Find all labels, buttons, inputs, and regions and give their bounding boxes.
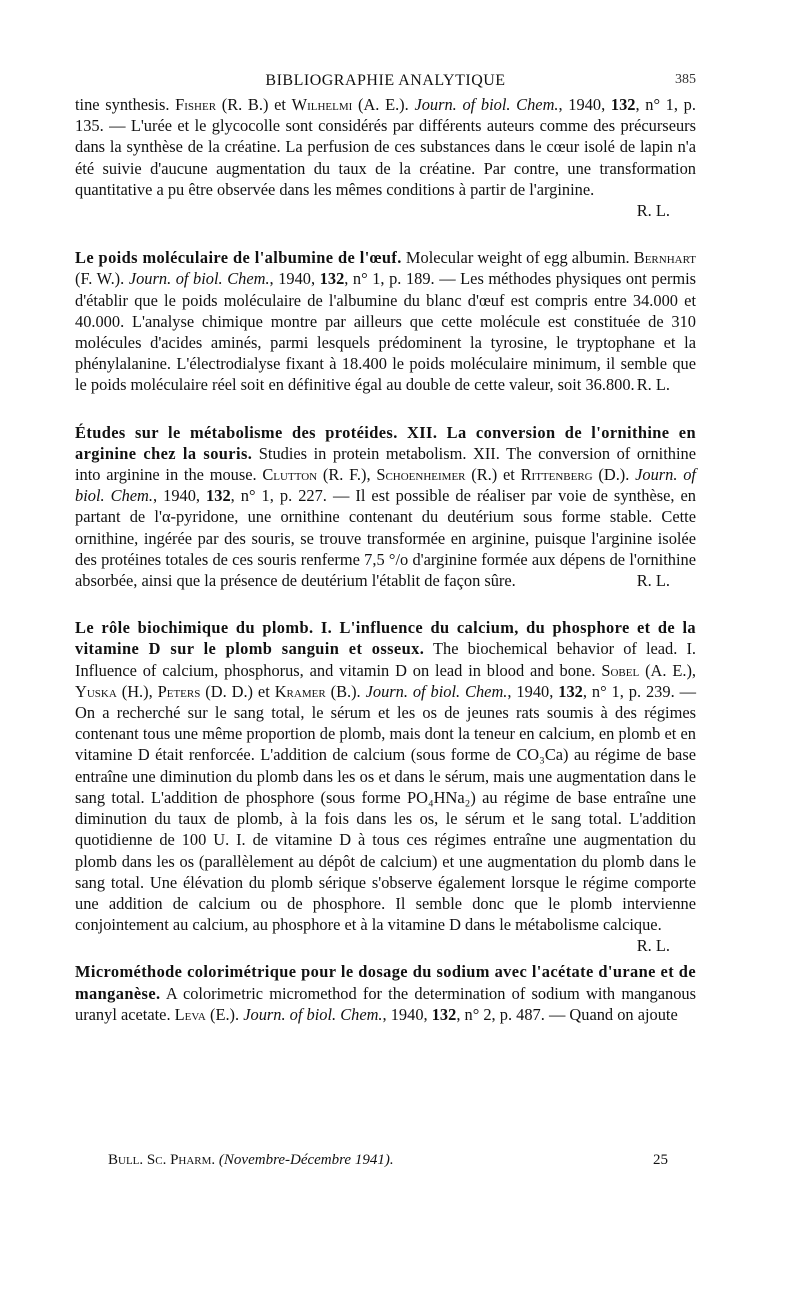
entry-paragraph: [75, 422, 696, 592]
journal-name: Journ. of biol. Chem.: [75, 465, 696, 506]
entry-title: Le poids moléculaire de l'albumine de l'œuf.: [75, 248, 402, 268]
entry-title: Le rôle biochimique du plomb. I. L'influence du calcium, du phosphore et de la vitamine D sur le plomb sanguin et osseux.: [75, 618, 696, 659]
abstract-text: — Il est possible de réaliser par voie de synthèse, en partant de l'α-pyridone, une ornithine contenant du deutérium sous forme stable. Cette ornithine, ingérée par des souris, se trouve transformée en arginine, puisque l'arginine isolée des protéines totales de ces souris renferme 7,5 °/o d'arginine formée aux dépens de l'ornithine absorbée, ainsi que la présence de deutérium l'établit de façon sûre.: [75, 486, 696, 591]
bibliography-entry: [75, 617, 697, 956]
page-footer: [108, 1152, 668, 1174]
abstract-text: — L'urée et le glycocolle sont considérés par différents auteurs comme des précurseurs dans la synthèse de la créatine. La perfusion de ces substances dans le cœur isolé de lapin n'a été suivie d'aucune augmentation du taux de la créatine. Par contre, une transformation quantitative a pu être observée dans les mêmes conditions à partir de l'arginine.: [75, 116, 696, 199]
footer-bull: Bull. Sc. Pharm.: [108, 1152, 216, 1168]
author-initials: (H.),: [121, 681, 153, 701]
signature: R. L.: [636, 571, 670, 591]
running-title: BIBLIOGRAPHIE ANALYTIQUE: [265, 72, 506, 89]
abstract-text: — Les méthodes physiques ont permis d'établir que le poids moléculaire de l'albumine du blanc d'œuf est compris entre 34.000 et 40.000. L'analyse chimique montre par ailleurs que cette molécule est constituée de 310 molécules d'acides aminés, parmi lesquels prédominent la tyrosine, le tryptophane et la phénylalanine. L'électrodialyse fixant à 18.400 le poids moléculaire minimum, il semble que le poids moléculaire réel soit en définitive égal au double de cette valeur, soit 36.800.: [75, 269, 697, 395]
footer-issue-date: (Novembre-Décembre 1941).: [218, 1152, 394, 1168]
author-name: Bernhart: [633, 248, 696, 268]
author-initials: (D.).: [598, 465, 630, 485]
footer-journal: [108, 1152, 394, 1169]
issue-pages: , n° 2, p. 487.: [456, 1004, 545, 1024]
entry-paragraph: [75, 247, 696, 395]
journal-name: Journ. of biol. Chem.: [365, 681, 508, 701]
journal-name: Journ. of biol. Chem.: [414, 95, 559, 114]
volume-number: 132: [206, 486, 231, 506]
volume-number: 132: [610, 95, 636, 114]
author-name: Peters: [157, 681, 201, 701]
entry-title: Microméthode colorimétrique pour le dosage du sodium avec l'acétate d'urane et de manganèse.: [75, 962, 696, 1003]
signature: R. L.: [636, 936, 670, 956]
author-initials: (R. F.),: [322, 465, 371, 485]
author-initials: (R.) et: [471, 465, 515, 485]
author-initials: (B.).: [330, 681, 361, 701]
signature: R. L.: [636, 375, 670, 395]
author-name: Schoenheimer: [376, 465, 466, 485]
bibliography-entry: [75, 961, 696, 1025]
author-name: Fisher: [175, 95, 217, 114]
author-initials: (A. E.).: [358, 95, 409, 114]
issue-pages: , n° 1, p. 239.: [582, 681, 675, 701]
author-name: Yuska: [75, 681, 117, 701]
publication-year: , 1940,: [558, 95, 606, 114]
volume-number: 132: [319, 269, 345, 289]
continued-entry: [75, 94, 696, 221]
author-name: Leva: [174, 1004, 206, 1024]
author-initials: (D. D.) et: [205, 681, 270, 701]
running-head: [75, 72, 696, 94]
journal-name: Journ. of biol. Chem.: [128, 269, 270, 289]
page-body: [75, 94, 696, 1051]
bibliography-entry: [75, 247, 696, 395]
entry-title: Études sur le métabolisme des protéides. XII. La conversion de l'ornithine en arginine chez la souris.: [75, 422, 696, 463]
signature: R. L.: [636, 201, 670, 221]
publication-year: , 1940,: [507, 681, 554, 701]
issue-pages: , n° 1, p. 189.: [344, 269, 435, 289]
author-initials: (A. E.),: [645, 660, 697, 680]
author-initials: (F. W.).: [75, 269, 125, 289]
author-name: Wilhelmi: [291, 95, 353, 114]
abstract-text: — Quand on ajoute: [548, 1004, 678, 1024]
author-initials: (E.).: [209, 1004, 240, 1024]
continued-abstract: [75, 94, 696, 200]
publication-year: , 1940,: [269, 269, 316, 289]
english-title: The biochemical behavior of lead. I. Influence of calcium, phosphorus, and vitamin D on lead in blood and bone.: [75, 639, 696, 680]
abstract-text: — On a recherché sur le sang total, le sérum et les os de jeunes rats soumis à des régimes contenant tous une même proportion de plomb, mais dont la teneur en calcium, en plomb et en vitamine D était renforcée. L'addition de calcium (sous forme de CO₃Ca) au régime de base entraîne une diminution du plomb dans les os et dans le sérum, mais une augmentation dans le sang total. L'addition de phosphore (sous forme PO₄HNa₂) au régime de base entraîne une diminution du taux de plomb, à la fois dans les os, le sérum et le sang total. L'addition quotidienne de 100 U. I. de vitamine D à tous ces régimes entraîne une augmentation du plomb dans les os (parallèlement au dépôt de calcium) et une augmentation du plomb dans le sang total. Une élévation du plomb sérique s'observe également lorsque le régime comporte une addition de calcium ou de phosphore. Il semble donc que le plomb intervienne conjointement au calcium, au phosphore et à la vitamine D dans le métabolisme calcique.: [75, 681, 696, 935]
entry-paragraph: [75, 617, 697, 956]
english-title: Studies in protein metabolism. XII. The conversion of ornithine into arginine in the mouse.: [75, 443, 696, 485]
author-initials: (R. B.) et: [221, 95, 286, 114]
author-name: Rittenberg: [520, 465, 593, 485]
author-name: Kramer: [274, 681, 326, 701]
volume-number: 132: [431, 1004, 457, 1024]
page-number: 385: [675, 72, 696, 87]
author-name: Clutton: [262, 465, 318, 485]
entry-paragraph: [75, 961, 696, 1025]
publication-year: , 1940,: [382, 1004, 428, 1024]
volume-number: 132: [558, 681, 583, 701]
publication-year: , 1940,: [152, 486, 200, 506]
journal-name: Journ. of biol. Chem.: [243, 1004, 383, 1024]
bibliography-entry: [75, 422, 696, 592]
issue-pages: , n° 1, p. 135.: [75, 95, 696, 136]
footer-sheet-number: 25: [653, 1152, 668, 1168]
issue-pages: , n° 1, p. 227.: [230, 486, 327, 506]
author-name: Sobel: [601, 660, 640, 680]
english-title: Molecular weight of egg albumin.: [405, 248, 630, 268]
continued-lead: tine synthesis.: [75, 95, 170, 114]
english-title: A colorimetric micromethod for the determination of sodium with manganous uranyl acetate.: [75, 983, 696, 1024]
